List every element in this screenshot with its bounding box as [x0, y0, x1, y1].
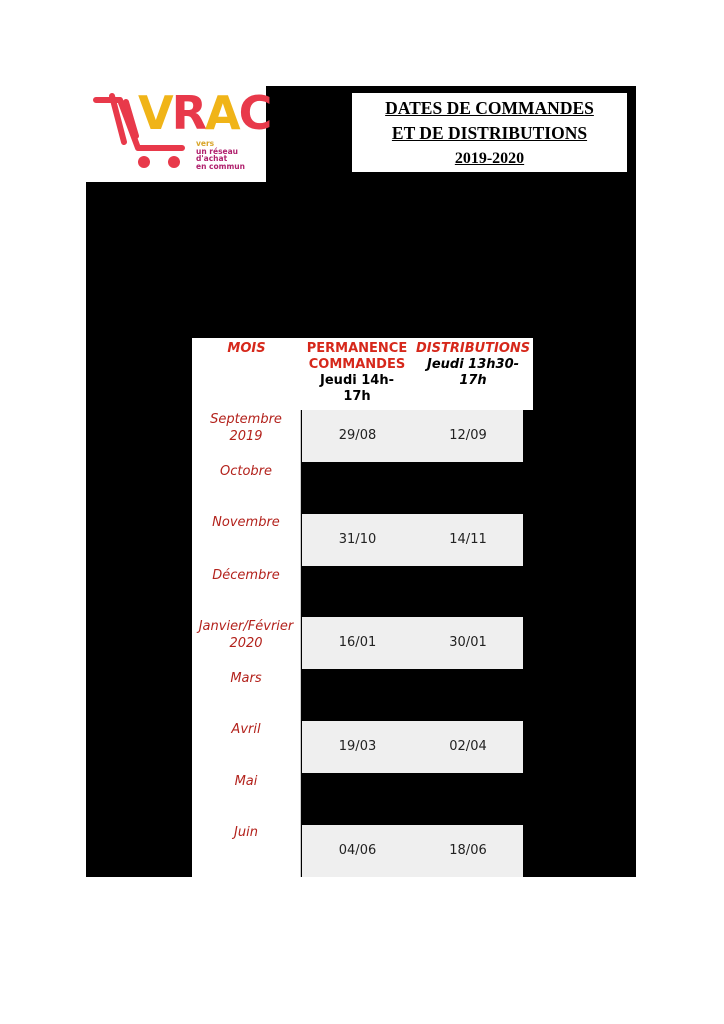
- month-label: Octobre: [219, 464, 273, 479]
- month-label: Avril: [231, 722, 261, 737]
- header-permanence: PERMANENCE COMMANDES Jeudi 14h- 17h: [306, 341, 408, 404]
- title-year: 2019-2020: [454, 150, 525, 167]
- distribution-date: 14/11: [449, 532, 487, 547]
- logo-tagline: vers un réseau d'achat en commun: [196, 139, 245, 171]
- distribution-date: 12/09: [449, 428, 487, 443]
- distribution-date: 02/04: [449, 739, 487, 754]
- commande-date: 04/06: [338, 843, 377, 858]
- table-row: [302, 410, 523, 462]
- month-label: Mars: [230, 671, 262, 686]
- distribution-date: 18/06: [449, 843, 487, 858]
- logo-wordmark: VRAC: [138, 86, 271, 140]
- title-line-1: DATES DE COMMANDES: [385, 98, 594, 118]
- month-label: Septembre 2019: [210, 412, 282, 444]
- month-label: Janvier/Février 2020: [198, 619, 294, 651]
- commande-date: 16/01: [338, 635, 377, 650]
- table-row: [302, 825, 523, 877]
- table-header: [192, 338, 533, 410]
- header-mois: MOIS: [227, 341, 266, 356]
- commande-date: 29/08: [338, 428, 377, 443]
- document-title: [352, 93, 627, 172]
- month-label: Décembre: [212, 568, 280, 583]
- header-distributions: DISTRIBUTIONS Jeudi 13h30- 17h: [416, 341, 531, 388]
- month-label: Novembre: [212, 515, 280, 530]
- month-label: Juin: [234, 825, 258, 840]
- title-line-2: ET DE DISTRIBUTIONS: [391, 123, 588, 143]
- table-row: [302, 617, 523, 669]
- distribution-date: 30/01: [449, 635, 487, 650]
- month-label: Mai: [234, 774, 258, 789]
- vrac-logo: [86, 86, 271, 182]
- table-row: [302, 514, 523, 566]
- commande-date: 31/10: [338, 532, 377, 547]
- table-row: [302, 721, 523, 773]
- commande-date: 19/03: [338, 739, 377, 754]
